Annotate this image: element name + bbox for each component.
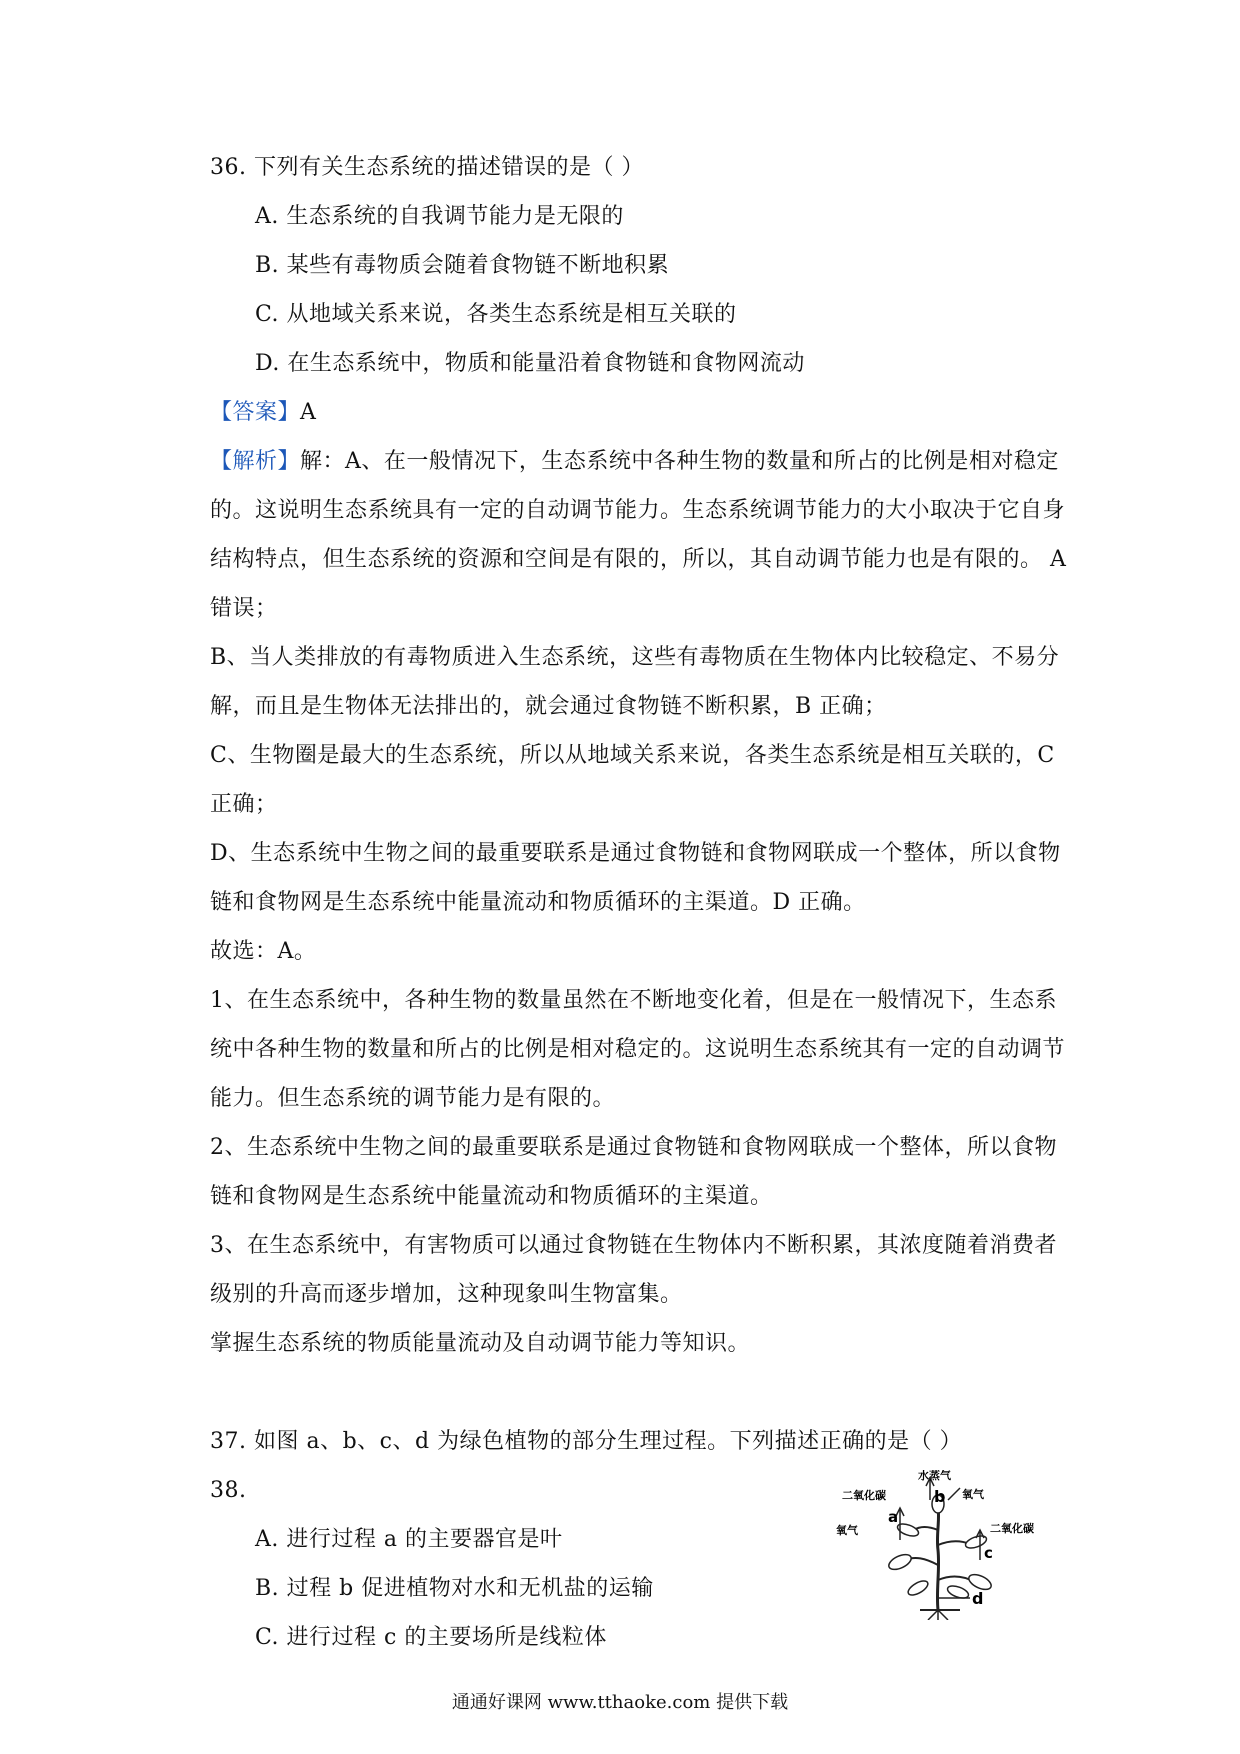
q36-option-c: C. 从地域关系来说，各类生态系统是相互关联的: [255, 302, 737, 327]
q36-analysis-line: [210, 447, 1059, 477]
q37-option-c: C. 进行过程 c 的主要场所是线粒体: [255, 1625, 607, 1650]
label-water-vapor: 水蒸气: [918, 1470, 951, 1482]
label-co2-left: 二氧化碳: [842, 1489, 886, 1502]
q36-analysis-line: C、生物圈是最大的生态系统，所以从地域关系来说，各类生态系统是相互关联的，C: [210, 743, 1055, 768]
plant-stem: [937, 1508, 938, 1610]
q36-analysis-line: 级别的升高而逐步增加，这种现象叫生物富集。: [210, 1282, 683, 1307]
label-d: d: [972, 1589, 984, 1608]
q36-analysis-line: 统中各种生物的数量和所占的比例是相对稳定的。这说明生态系统其有一定的自动调节: [210, 1037, 1066, 1062]
page-footer: 通通好课网 www.tthaoke.com 提供下载: [451, 1692, 789, 1713]
q36-analysis-line: B、当人类排放的有毒物质进入生态系统，这些有毒物质在生物体内比较稳定、不易分: [210, 645, 1060, 670]
label-b: b: [934, 1487, 946, 1506]
q36-answer: [210, 398, 316, 428]
q36-analysis-line: 链和食物网是生态系统中能量流动和物质循环的主渠道。: [210, 1184, 773, 1209]
roots: [928, 1610, 948, 1620]
q36-analysis-line: 结构特点，但生态系统的资源和空间是有限的，所以，其自动调节能力也是有限的。 A: [210, 547, 1067, 572]
arrow-b2: [948, 1488, 960, 1500]
answer-value: A: [300, 400, 317, 425]
q36-analysis-line: 掌握生态系统的物质能量流动及自动调节能力等知识。: [210, 1331, 751, 1356]
leaf: [887, 1551, 914, 1572]
question-38-number: 38.: [210, 1478, 247, 1503]
label-co2-right: 二氧化碳: [990, 1522, 1034, 1535]
q36-analysis-line: 正确；: [210, 792, 278, 817]
label-oxygen-left: 氧气: [836, 1524, 858, 1537]
q37-option-a: A. 进行过程 a 的主要器官是叶: [255, 1527, 563, 1552]
label-oxygen-top: 氧气: [962, 1488, 984, 1501]
question-37-stem: 37. 如图 a、b、c、d 为绿色植物的部分生理过程。下列描述正确的是（ ）: [210, 1429, 963, 1454]
question-36-stem: 36. 下列有关生态系统的描述错误的是（ ）: [210, 155, 644, 180]
q36-option-b: B. 某些有毒物质会随着食物链不断地积累: [255, 253, 670, 278]
q36-analysis-line: 错误；: [210, 596, 278, 621]
q36-analysis-line: 的。这说明生态系统具有一定的自动调节能力。生态系统调节能力的大小取决于它自身: [210, 498, 1066, 523]
label-a: a: [888, 1508, 899, 1526]
plant-process-figure: [830, 1470, 1050, 1620]
q36-analysis-line: 能力。但生态系统的调节能力是有限的。: [210, 1086, 616, 1111]
analysis-tag: 【解析】: [210, 449, 301, 474]
q36-option-a: A. 生态系统的自我调节能力是无限的: [255, 204, 624, 229]
answer-tag: 【答案】: [210, 400, 301, 425]
q36-option-d: D. 在生态系统中，物质和能量沿着食物链和食物网流动: [255, 351, 805, 376]
q36-analysis-line: 2、生态系统中生物之间的最重要联系是通过食物链和食物网联成一个整体，所以食物: [210, 1135, 1057, 1160]
q36-analysis-line: 故选：A。: [210, 939, 317, 964]
analysis-text: 解：A、在一般情况下，生态系统中各种生物的数量和所占的比例是相对稳定: [300, 449, 1059, 474]
q36-analysis-line: D、生态系统中生物之间的最重要联系是通过食物链和食物网联成一个整体，所以食物: [210, 841, 1061, 866]
q36-analysis-line: 1、在生态系统中，各种生物的数量虽然在不断地变化着，但是在一般情况下，生态系: [210, 988, 1057, 1013]
q37-option-b: B. 过程 b 促进植物对水和无机盐的运输: [255, 1576, 654, 1601]
label-c: c: [984, 1544, 993, 1562]
plant-diagram: [830, 1470, 1050, 1620]
q36-analysis-line: 3、在生态系统中，有害物质可以通过食物链在生物体内不断积累，其浓度随着消费者: [210, 1233, 1057, 1258]
leaf: [906, 1578, 930, 1598]
q36-analysis-line: 解，而且是生物体无法排出的，就会通过食物链不断积累，B 正确；: [210, 694, 887, 719]
q36-analysis-line: 链和食物网是生态系统中能量流动和物质循环的主渠道。D 正确。: [210, 890, 866, 915]
